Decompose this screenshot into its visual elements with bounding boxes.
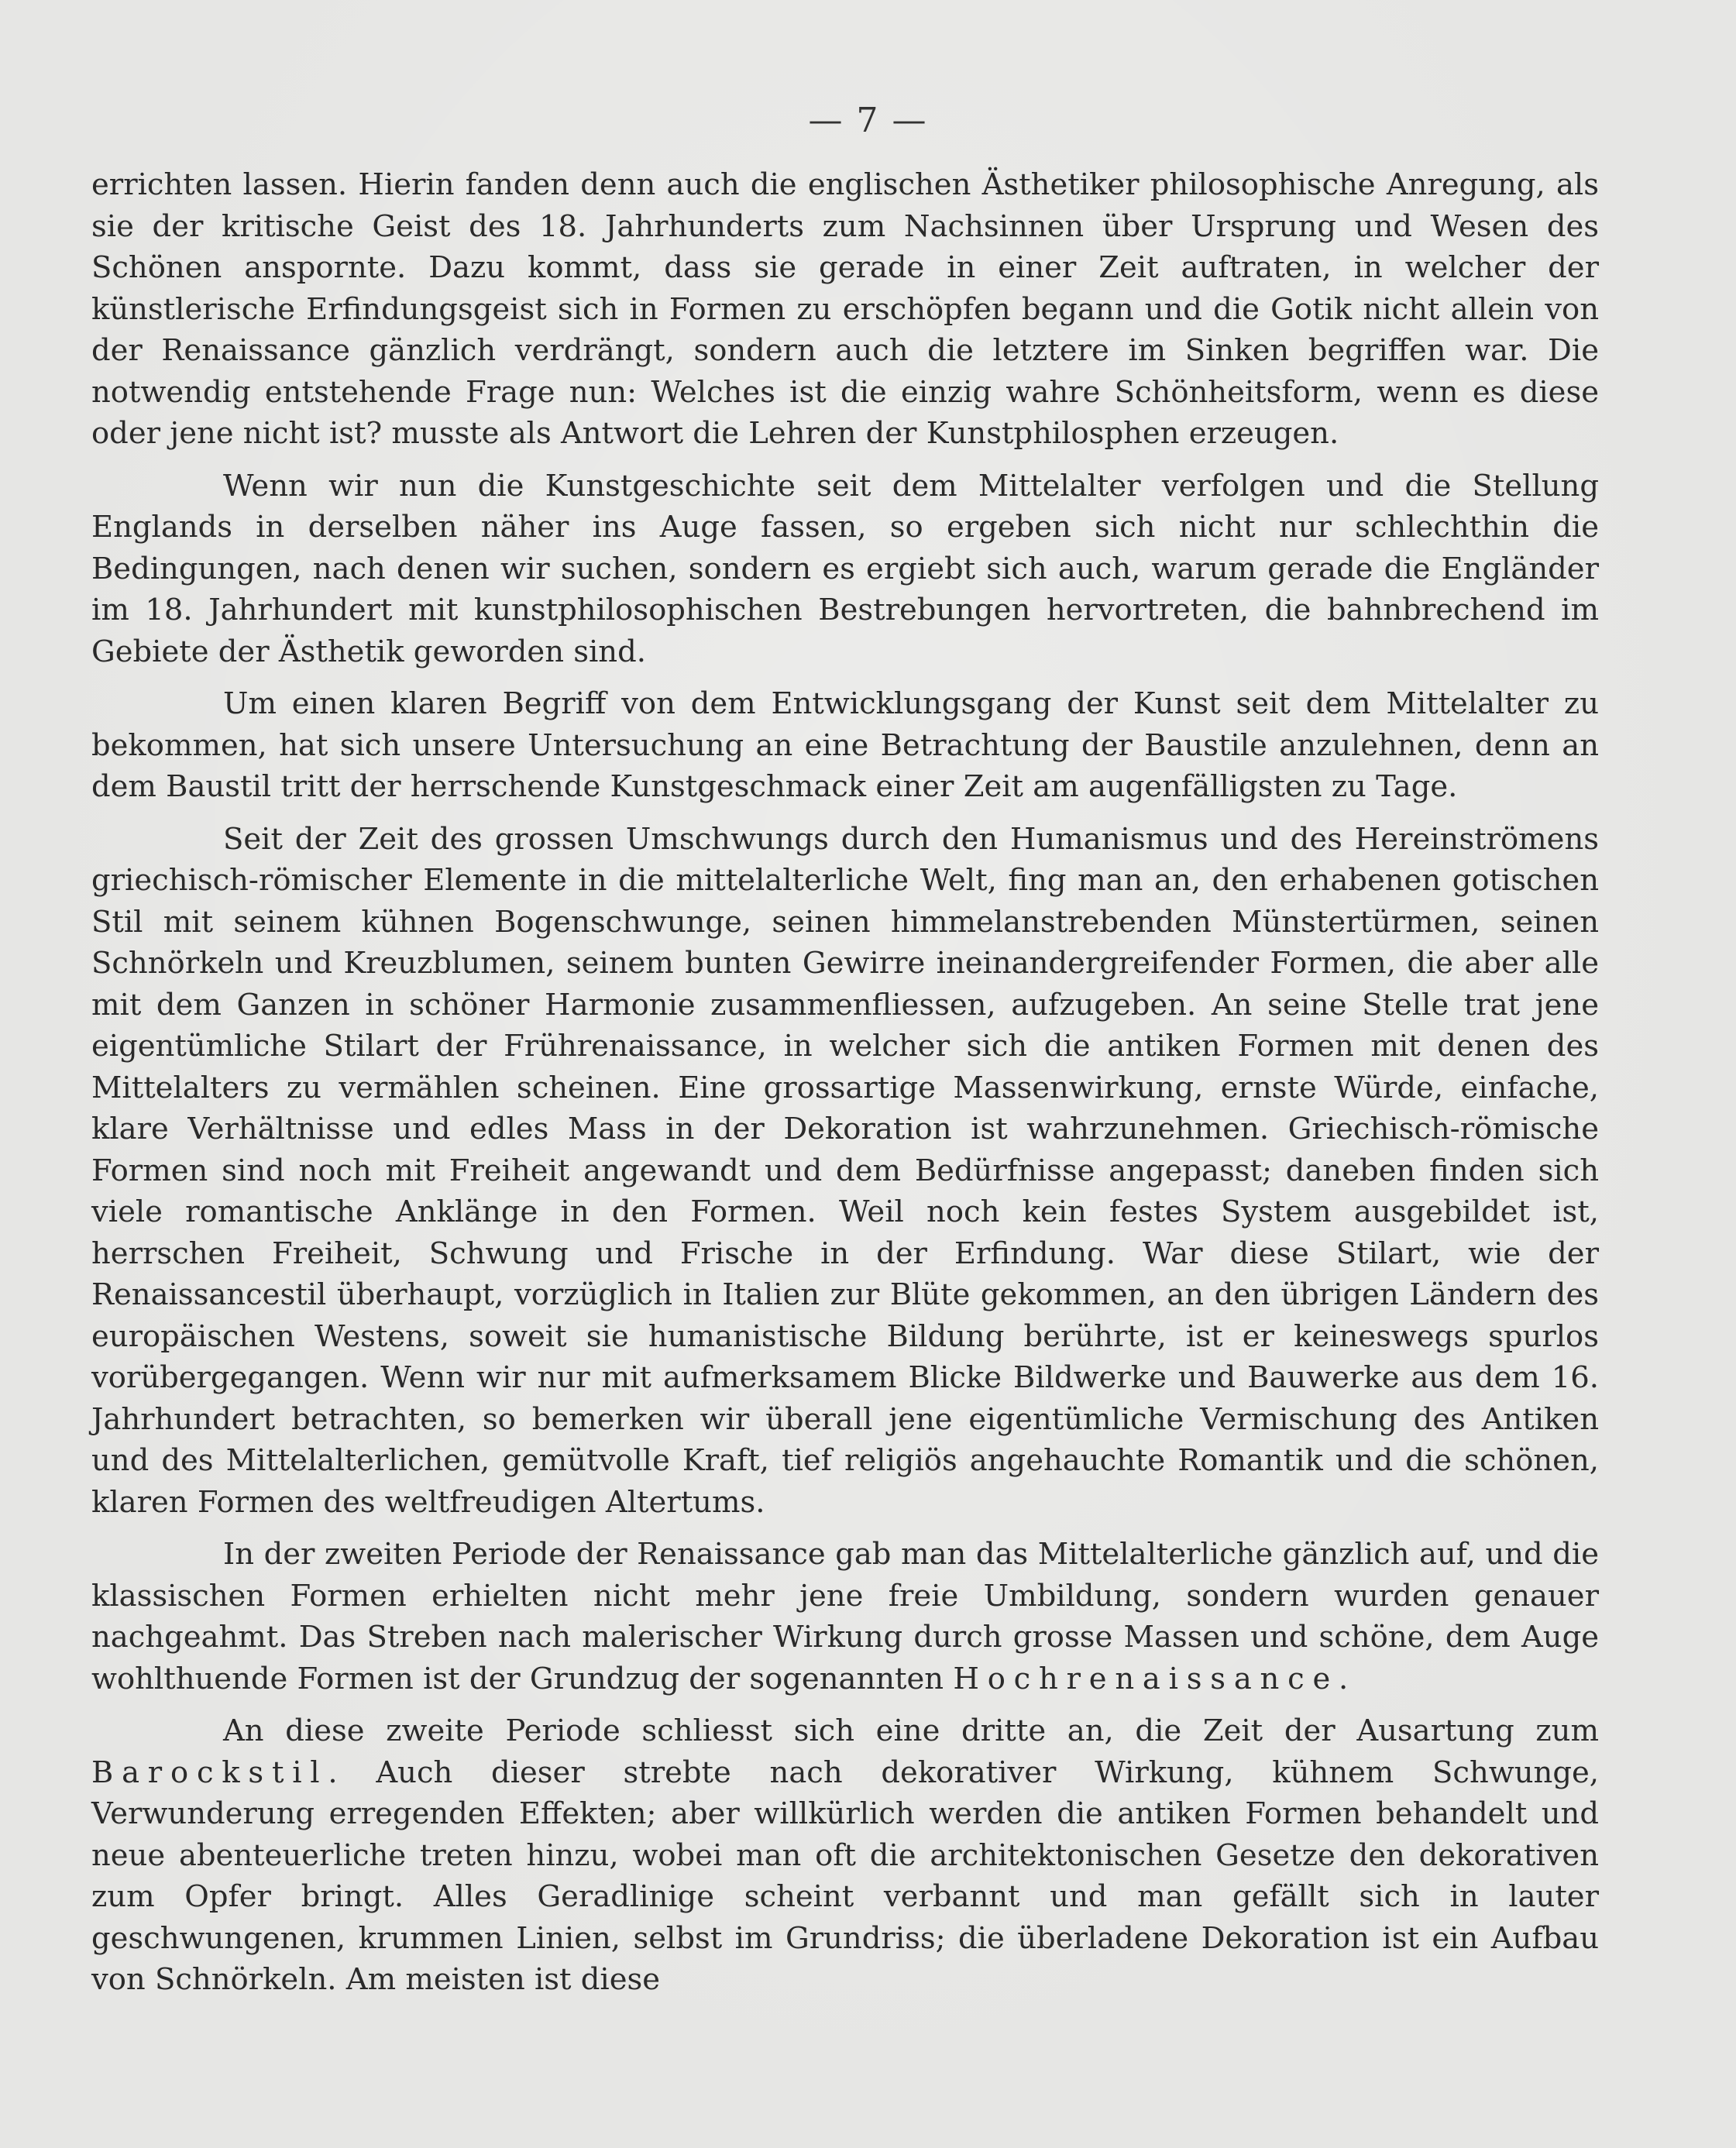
paragraph-text: In der zweiten Periode der Renaissance gab man das Mittelalterliche gänzlich auf, und die klassischen Formen erhielten nicht mehr jene freie Umbildung, sondern wurden genauer nachgeahmt. Das Streben nach malerischer Wirkung durch grosse Massen und schöne, dem Auge wohlthuende Formen ist der Grundzug der sogenannten — [91, 1537, 1599, 1696]
paragraph — [91, 683, 1599, 808]
paragraph-text: . — [1339, 1661, 1349, 1696]
paragraph-text: . Auch dieser strebte nach dekorativer Wirkung, kühnem Schwunge, Verwunderung erregenden Effekten; aber willkürlich werden die antiken Formen behandelt und neue abenteuerliche treten hinzu, wobei man oft die architektonischen Gesetze den dekorativen zum Opfer bringt. Alles Geradlinige scheint verbannt und man gefällt sich in lauter geschwungenen, krummen Linien, selbst im Grundriss; die überladene Dekoration ist ein Aufbau von Schnörkeln. Am meisten ist diese — [91, 1754, 1599, 1997]
paragraph — [91, 1534, 1599, 1699]
paragraph-text: Seit der Zeit des grossen Umschwungs durch den Humanismus und des Hereinströmens griechisch-römischer Elemente in die mittelalterliche Welt, fing man an, den erhabenen gotischen Stil mit seinem kühnen Bogenschwunge, seinen himmelanstrebenden Münstertürmen, seinen Schnörkeln und Kreuzblumen, seinem bunten Gewirre ineinandergreifender Formen, die aber alle mit dem Ganzen in schöner Harmonie zusammenfliessen, aufzugeben. An seine Stelle trat jene eigentümliche Stilart der Frührenaissance, in welcher sich die antiken Formen mit denen des Mittelalters zu vermählen scheinen. Eine grossartige Massenwirkung, ernste Würde, einfache, klare Verhältnisse und edles Mass in der Dekoration ist wahrzunehmen. Griechisch-römische Formen sind noch mit Freiheit angewandt und dem Bedürfnisse angepasst; daneben finden sich viele romantische Anklänge in den Formen. Weil noch kein festes System ausgebildet ist, herrschen Freiheit, Schwung und Frische in der Erfindung. War diese Stilart, wie der Renaissancestil überhaupt, vorzüglich in Italien zur Blüte gekommen, an den übrigen Ländern des europäischen Westens, soweit sie humanistische Bildung berührte, ist er keineswegs spurlos vorübergegangen. Wenn wir nur mit aufmerksamem Blicke Bildwerke und Bauwerke aus dem 16. Jahrhundert betrachten, so bemerken wir überall jene eigentümliche Vermischung des Antiken und des Mittelalterlichen, gemütvolle Kraft, tief religiös angehauchte Romantik und die schönen, klaren Formen des weltfreudigen Altertums. — [91, 821, 1599, 1520]
paragraph — [91, 819, 1599, 1524]
paragraph-text: errichten lassen. Hierin fanden denn auch die englischen Ästhetiker philosophische Anregung, als sie der kritische Geist des 18. Jahrhunderts zum Nachsinnen über Ursprung und Wesen des Schönen anspornte. Dazu kommt, dass sie gerade in einer Zeit auftraten, in welcher der künstlerische Erfindungsgeist sich in Formen zu erschöpfen begann und die Gotik nicht allein von der Renaissance gänzlich verdrängt, sondern auch die letztere im Sinken begriffen war. Die notwendig entstehende Frage nun: Welches ist die einzig wahre Schönheitsform, wenn es diese oder jene nicht ist? musste als Antwort die Lehren der Kunstphilosphen erzeugen. — [91, 167, 1599, 451]
paragraph-text: Wenn wir nun die Kunstgeschichte seit dem Mittelalter verfolgen und die Stellung Englands in derselben näher ins Auge fassen, so ergeben sich nicht nur schlechthin die Bedingungen, nach denen wir suchen, sondern es ergiebt sich auch, warum gerade die Engländer im 18. Jahrhundert mit kunstphilosophischen Bestrebungen hervortreten, die bahnbrechend im Gebiete der Ästhetik geworden sind. — [91, 468, 1599, 669]
body-text — [91, 164, 1599, 2001]
paragraph-text: An diese zweite Periode schliesst sich eine dritte an, die Zeit der Ausartung zum — [223, 1713, 1599, 1748]
page-number: — 7 — — [808, 101, 928, 140]
emphasized-term: Hochrenaissance — [953, 1661, 1339, 1696]
paragraph — [91, 466, 1599, 673]
paragraph-text: Um einen klaren Begriff von dem Entwicklungsgang der Kunst seit dem Mittelalter zu bekommen, hat sich unsere Untersuchung an eine Betrachtung der Baustile anzulehnen, denn an dem Baustil tritt der herrschende Kunstgeschmack einer Zeit am augenfälligsten zu Tage. — [91, 686, 1599, 804]
paragraph — [91, 164, 1599, 455]
emphasized-term: Barockstil — [91, 1754, 328, 1790]
paragraph — [91, 1710, 1599, 2001]
